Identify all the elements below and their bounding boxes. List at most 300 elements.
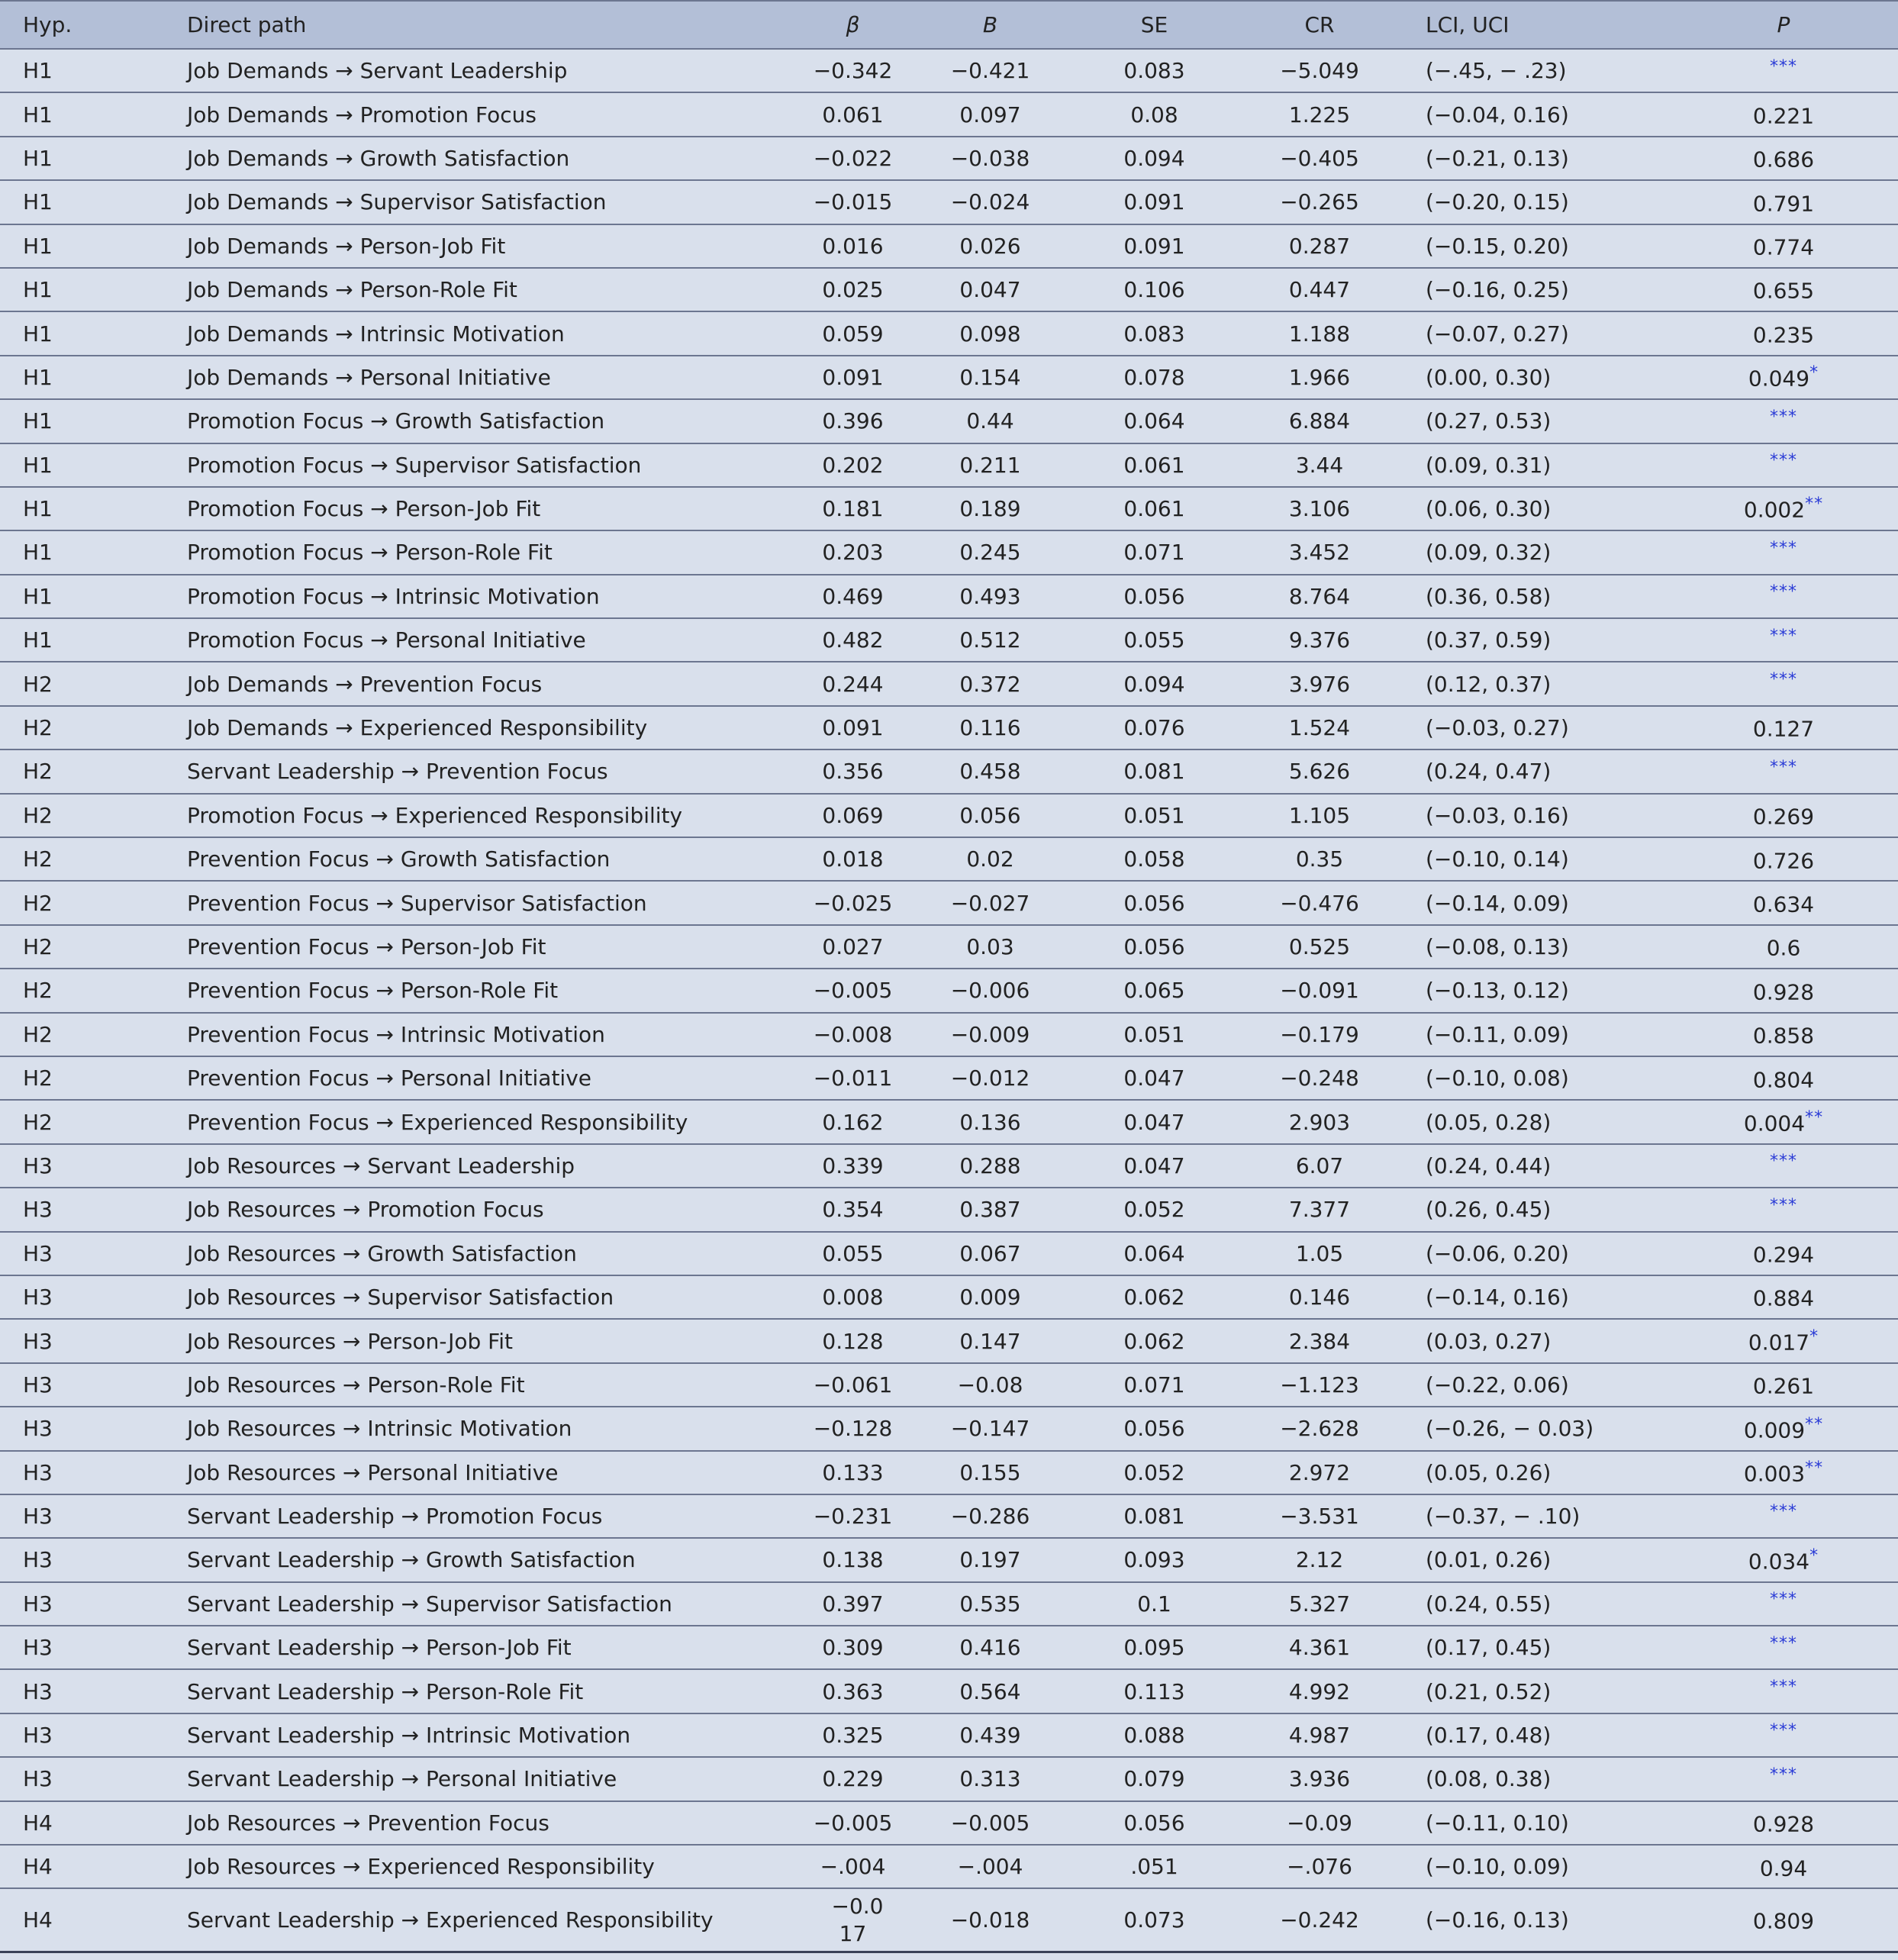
- cell-b: −0.018: [908, 1888, 1072, 1952]
- cell-beta: 0.008: [798, 1275, 908, 1319]
- cell-p: [1669, 837, 1898, 881]
- cell-cr: 2.972: [1236, 1451, 1403, 1494]
- cell-hyp: H3: [0, 1407, 164, 1450]
- cell-hyp: H3: [0, 1538, 164, 1581]
- cell-b: −0.005: [908, 1801, 1072, 1845]
- cell-b: 0.155: [908, 1451, 1072, 1494]
- cell-cr: −.076: [1236, 1845, 1403, 1888]
- cell-cr: −0.242: [1236, 1888, 1403, 1952]
- cell-se: 0.052: [1072, 1451, 1236, 1494]
- cell-beta: 0.069: [798, 794, 908, 837]
- cell-ci: (0.01, 0.26): [1403, 1538, 1669, 1581]
- cell-cr: 5.327: [1236, 1582, 1403, 1626]
- cell-b: 0.387: [908, 1188, 1072, 1231]
- cell-beta: 0.482: [798, 618, 908, 662]
- cell-b: 0.211: [908, 443, 1072, 487]
- table-row: [0, 399, 1898, 443]
- cell-path: Prevention Focus → Experienced Responsibility: [164, 1100, 798, 1143]
- cell-hyp: H1: [0, 399, 164, 443]
- cell-p: [1669, 1845, 1898, 1888]
- cell-hyp: H1: [0, 137, 164, 180]
- p-value: 0.6: [1766, 935, 1801, 961]
- cell-b: −.004: [908, 1845, 1072, 1888]
- cell-ci: (−0.03, 0.16): [1403, 794, 1669, 837]
- cell-path: Promotion Focus → Growth Satisfaction: [164, 399, 798, 443]
- cell-ci: (0.24, 0.55): [1403, 1582, 1669, 1626]
- cell-se: 0.056: [1072, 925, 1236, 969]
- cell-path: Job Resources → Personal Initiative: [164, 1451, 798, 1494]
- cell-b: 0.313: [908, 1757, 1072, 1800]
- cell-hyp: H3: [0, 1494, 164, 1538]
- cell-se: 0.056: [1072, 1407, 1236, 1450]
- cell-path: Job Resources → Person-Role Fit: [164, 1363, 798, 1407]
- cell-se: 0.071: [1072, 530, 1236, 574]
- cell-b: 0.147: [908, 1319, 1072, 1362]
- header-cr: CR: [1236, 1, 1403, 49]
- cell-cr: 6.07: [1236, 1144, 1403, 1188]
- cell-ci: (−0.11, 0.09): [1403, 1013, 1669, 1056]
- cell-b: 0.047: [908, 268, 1072, 311]
- cell-p: [1669, 1407, 1898, 1450]
- cell-p: [1669, 1188, 1898, 1231]
- cell-beta: 0.162: [798, 1100, 908, 1143]
- cell-path: Job Resources → Experienced Responsibility: [164, 1845, 798, 1888]
- cell-hyp: H1: [0, 224, 164, 268]
- header-se: SE: [1072, 1, 1236, 49]
- cell-ci: (−0.06, 0.20): [1403, 1232, 1669, 1275]
- cell-path: Prevention Focus → Growth Satisfaction: [164, 837, 798, 881]
- cell-se: 0.083: [1072, 311, 1236, 355]
- header-b: B: [908, 1, 1072, 49]
- cell-p: [1669, 92, 1898, 136]
- cell-se: 0.047: [1072, 1100, 1236, 1143]
- table-row: [0, 1100, 1898, 1143]
- cell-b: 0.02: [908, 837, 1072, 881]
- cell-se: 0.047: [1072, 1144, 1236, 1188]
- cell-path: Job Demands → Prevention Focus: [164, 662, 798, 705]
- p-value: 0.774: [1752, 234, 1815, 260]
- cell-path: Job Resources → Servant Leadership: [164, 1144, 798, 1188]
- cell-cr: 0.447: [1236, 268, 1403, 311]
- cell-hyp: H1: [0, 530, 164, 574]
- cell-hyp: H1: [0, 180, 164, 224]
- cell-cr: 0.146: [1236, 1275, 1403, 1319]
- significance-stars: ***: [1770, 1590, 1797, 1610]
- cell-p: [1669, 224, 1898, 268]
- cell-ci: (0.00, 0.30): [1403, 356, 1669, 399]
- p-value: 0.017: [1748, 1330, 1810, 1356]
- cell-cr: 4.992: [1236, 1669, 1403, 1713]
- significance-stars: ***: [1770, 407, 1797, 427]
- cell-cr: 9.376: [1236, 618, 1403, 662]
- table-row: [0, 137, 1898, 180]
- cell-path: Promotion Focus → Person-Role Fit: [164, 530, 798, 574]
- cell-p: [1669, 575, 1898, 618]
- cell-beta: 0.469: [798, 575, 908, 618]
- cell-hyp: H3: [0, 1757, 164, 1800]
- cell-se: 0.064: [1072, 399, 1236, 443]
- cell-ci: (−0.10, 0.14): [1403, 837, 1669, 881]
- p-value: 0.809: [1752, 1908, 1815, 1934]
- cell-path: Promotion Focus → Supervisor Satisfaction: [164, 443, 798, 487]
- cell-beta: −0.005: [798, 1801, 908, 1845]
- cell-b: 0.372: [908, 662, 1072, 705]
- table-row: [0, 224, 1898, 268]
- cell-p: [1669, 618, 1898, 662]
- cell-b: 0.116: [908, 706, 1072, 750]
- p-value: 0.634: [1752, 891, 1815, 917]
- p-value: 0.002: [1743, 497, 1806, 523]
- cell-beta: −0.061: [798, 1363, 908, 1407]
- cell-cr: 4.361: [1236, 1626, 1403, 1669]
- cell-hyp: H2: [0, 750, 164, 793]
- p-value: 0.804: [1752, 1066, 1815, 1092]
- cell-hyp: H2: [0, 1056, 164, 1100]
- significance-stars: ***: [1770, 1677, 1797, 1697]
- cell-ci: (0.24, 0.44): [1403, 1144, 1669, 1188]
- cell-cr: 1.188: [1236, 311, 1403, 355]
- cell-path: Promotion Focus → Experienced Responsibility: [164, 794, 798, 837]
- cell-hyp: H2: [0, 794, 164, 837]
- cell-b: −0.027: [908, 881, 1072, 924]
- cell-ci: (0.27, 0.53): [1403, 399, 1669, 443]
- significance-stars: ***: [1770, 1633, 1797, 1653]
- cell-hyp: H4: [0, 1801, 164, 1845]
- cell-beta: 0.018: [798, 837, 908, 881]
- cell-p: [1669, 1056, 1898, 1100]
- cell-p: [1669, 1144, 1898, 1188]
- cell-path: Servant Leadership → Person-Job Fit: [164, 1626, 798, 1669]
- cell-beta: −0.011: [798, 1056, 908, 1100]
- cell-p: [1669, 268, 1898, 311]
- cell-p: [1669, 1757, 1898, 1800]
- cell-hyp: H1: [0, 487, 164, 530]
- p-value: 0.726: [1752, 847, 1815, 873]
- cell-beta: 0.339: [798, 1144, 908, 1188]
- cell-beta: −0.342: [798, 49, 908, 92]
- cell-path: Job Resources → Growth Satisfaction: [164, 1232, 798, 1275]
- cell-se: 0.083: [1072, 49, 1236, 92]
- cell-hyp: H2: [0, 837, 164, 881]
- significance-stars: ***: [1770, 1765, 1797, 1784]
- cell-se: 0.091: [1072, 180, 1236, 224]
- cell-beta: 0.229: [798, 1757, 908, 1800]
- cell-p: [1669, 1363, 1898, 1407]
- cell-path: Servant Leadership → Supervisor Satisfaction: [164, 1582, 798, 1626]
- cell-path: Servant Leadership → Person-Role Fit: [164, 1669, 798, 1713]
- cell-p: [1669, 750, 1898, 793]
- cell-se: 0.051: [1072, 794, 1236, 837]
- cell-hyp: H1: [0, 92, 164, 136]
- cell-cr: 7.377: [1236, 1188, 1403, 1231]
- cell-b: 0.245: [908, 530, 1072, 574]
- table-row: [0, 1626, 1898, 1669]
- cell-cr: −3.531: [1236, 1494, 1403, 1538]
- cell-p: [1669, 662, 1898, 705]
- table-row: [0, 530, 1898, 574]
- cell-hyp: H1: [0, 356, 164, 399]
- cell-ci: (0.17, 0.45): [1403, 1626, 1669, 1669]
- p-value: 0.686: [1752, 147, 1815, 172]
- table-row: [0, 750, 1898, 793]
- cell-b: −0.147: [908, 1407, 1072, 1450]
- cell-path: Job Resources → Person-Job Fit: [164, 1319, 798, 1362]
- cell-hyp: H1: [0, 443, 164, 487]
- cell-b: 0.439: [908, 1713, 1072, 1757]
- table-row: [0, 311, 1898, 355]
- cell-beta: 0.325: [798, 1713, 908, 1757]
- cell-cr: 1.105: [1236, 794, 1403, 837]
- cell-p: [1669, 881, 1898, 924]
- p-value: 0.928: [1752, 1811, 1815, 1837]
- cell-ci: (0.24, 0.47): [1403, 750, 1669, 793]
- header-beta: β: [798, 1, 908, 49]
- p-value: 0.261: [1752, 1373, 1815, 1399]
- cell-cr: 3.976: [1236, 662, 1403, 705]
- significance-stars: ***: [1770, 1502, 1797, 1522]
- p-value: 0.049: [1748, 366, 1810, 392]
- cell-b: −0.006: [908, 969, 1072, 1012]
- cell-cr: −0.265: [1236, 180, 1403, 224]
- beta-wrapped-value: −0.0 17: [831, 1893, 884, 1946]
- cell-beta: [798, 1888, 908, 1952]
- cell-beta: 0.202: [798, 443, 908, 487]
- cell-p: [1669, 49, 1898, 92]
- cell-p: [1669, 1538, 1898, 1581]
- cell-ci: (−0.07, 0.27): [1403, 311, 1669, 355]
- cell-ci: (0.05, 0.28): [1403, 1100, 1669, 1143]
- table-row: [0, 180, 1898, 224]
- cell-hyp: H2: [0, 881, 164, 924]
- cell-se: 0.081: [1072, 1494, 1236, 1538]
- p-value: 0.884: [1752, 1285, 1815, 1311]
- table-row: [0, 969, 1898, 1012]
- cell-b: 0.493: [908, 575, 1072, 618]
- cell-p: [1669, 1582, 1898, 1626]
- cell-hyp: H3: [0, 1582, 164, 1626]
- table-row: [0, 92, 1898, 136]
- cell-beta: −0.005: [798, 969, 908, 1012]
- cell-path: Job Demands → Supervisor Satisfaction: [164, 180, 798, 224]
- p-value: 0.269: [1752, 804, 1815, 830]
- cell-b: 0.03: [908, 925, 1072, 969]
- cell-hyp: H2: [0, 662, 164, 705]
- cell-hyp: H3: [0, 1626, 164, 1669]
- cell-ci: (0.08, 0.38): [1403, 1757, 1669, 1800]
- cell-cr: −1.123: [1236, 1363, 1403, 1407]
- p-value: 0.791: [1752, 191, 1815, 217]
- p-value: 0.003: [1743, 1461, 1806, 1487]
- cell-ci: (−0.08, 0.13): [1403, 925, 1669, 969]
- cell-ci: (−0.16, 0.25): [1403, 268, 1669, 311]
- cell-b: 0.009: [908, 1275, 1072, 1319]
- cell-p: [1669, 530, 1898, 574]
- cell-hyp: H3: [0, 1319, 164, 1362]
- cell-b: −0.08: [908, 1363, 1072, 1407]
- significance-stars: ***: [1770, 1195, 1797, 1215]
- cell-se: 0.106: [1072, 268, 1236, 311]
- cell-hyp: H3: [0, 1232, 164, 1275]
- cell-cr: −0.179: [1236, 1013, 1403, 1056]
- cell-ci: (−0.10, 0.09): [1403, 1845, 1669, 1888]
- cell-ci: (−0.22, 0.06): [1403, 1363, 1669, 1407]
- cell-b: −0.012: [908, 1056, 1072, 1100]
- table-row: [0, 1494, 1898, 1538]
- cell-cr: 0.525: [1236, 925, 1403, 969]
- cell-path: Servant Leadership → Prevention Focus: [164, 750, 798, 793]
- cell-b: 0.197: [908, 1538, 1072, 1581]
- cell-p: [1669, 1275, 1898, 1319]
- header-ci: LCI, UCI: [1403, 1, 1669, 49]
- cell-ci: (0.03, 0.27): [1403, 1319, 1669, 1362]
- cell-hyp: H3: [0, 1451, 164, 1494]
- cell-se: 0.08: [1072, 92, 1236, 136]
- cell-hyp: H3: [0, 1144, 164, 1188]
- cell-cr: 6.884: [1236, 399, 1403, 443]
- cell-ci: (−0.04, 0.16): [1403, 92, 1669, 136]
- cell-path: Job Resources → Intrinsic Motivation: [164, 1407, 798, 1450]
- cell-b: 0.067: [908, 1232, 1072, 1275]
- cell-cr: 2.903: [1236, 1100, 1403, 1143]
- significance-stars: ***: [1770, 582, 1797, 602]
- table-row: [0, 837, 1898, 881]
- cell-cr: 2.12: [1236, 1538, 1403, 1581]
- p-value: 0.034: [1748, 1549, 1810, 1575]
- cell-hyp: H3: [0, 1275, 164, 1319]
- cell-cr: −0.476: [1236, 881, 1403, 924]
- cell-path: Promotion Focus → Personal Initiative: [164, 618, 798, 662]
- cell-b: 0.098: [908, 311, 1072, 355]
- cell-se: 0.094: [1072, 137, 1236, 180]
- cell-se: 0.073: [1072, 1888, 1236, 1952]
- table-row: [0, 575, 1898, 618]
- table-row: [0, 1713, 1898, 1757]
- table-body: [0, 49, 1898, 1952]
- cell-cr: −2.628: [1236, 1407, 1403, 1450]
- cell-se: 0.052: [1072, 1188, 1236, 1231]
- cell-b: 0.056: [908, 794, 1072, 837]
- cell-b: −0.286: [908, 1494, 1072, 1538]
- cell-p: [1669, 137, 1898, 180]
- cell-se: 0.071: [1072, 1363, 1236, 1407]
- cell-path: Servant Leadership → Personal Initiative: [164, 1757, 798, 1800]
- cell-se: 0.055: [1072, 618, 1236, 662]
- header-path: Direct path: [164, 1, 798, 49]
- cell-beta: 0.091: [798, 706, 908, 750]
- cell-b: −0.038: [908, 137, 1072, 180]
- cell-cr: 3.452: [1236, 530, 1403, 574]
- table-row: [0, 487, 1898, 530]
- cell-path: Job Demands → Person-Role Fit: [164, 268, 798, 311]
- cell-path: Job Demands → Intrinsic Motivation: [164, 311, 798, 355]
- cell-se: 0.061: [1072, 443, 1236, 487]
- cell-hyp: H3: [0, 1713, 164, 1757]
- significance-stars: ***: [1770, 670, 1797, 689]
- cell-p: [1669, 1451, 1898, 1494]
- cell-se: 0.064: [1072, 1232, 1236, 1275]
- cell-se: 0.093: [1072, 1538, 1236, 1581]
- significance-stars: ***: [1770, 626, 1797, 646]
- cell-b: −0.421: [908, 49, 1072, 92]
- cell-beta: 0.091: [798, 356, 908, 399]
- cell-p: [1669, 311, 1898, 355]
- cell-ci: (−0.16, 0.13): [1403, 1888, 1669, 1952]
- cell-ci: (−0.10, 0.08): [1403, 1056, 1669, 1100]
- cell-path: Job Demands → Promotion Focus: [164, 92, 798, 136]
- significance-stars: *: [1809, 1327, 1819, 1346]
- cell-b: 0.288: [908, 1144, 1072, 1188]
- cell-p: [1669, 1888, 1898, 1952]
- cell-ci: (−0.15, 0.20): [1403, 224, 1669, 268]
- table-row: [0, 662, 1898, 705]
- table-row: [0, 1451, 1898, 1494]
- cell-beta: 0.059: [798, 311, 908, 355]
- cell-p: [1669, 1100, 1898, 1143]
- cell-ci: (0.21, 0.52): [1403, 1669, 1669, 1713]
- cell-se: 0.061: [1072, 487, 1236, 530]
- cell-se: 0.079: [1072, 1757, 1236, 1800]
- cell-beta: 0.354: [798, 1188, 908, 1231]
- cell-beta: −0.008: [798, 1013, 908, 1056]
- cell-cr: 1.524: [1236, 706, 1403, 750]
- cell-beta: 0.203: [798, 530, 908, 574]
- table-row: [0, 1757, 1898, 1800]
- cell-beta: 0.133: [798, 1451, 908, 1494]
- cell-se: 0.056: [1072, 1801, 1236, 1845]
- cell-ci: (0.09, 0.32): [1403, 530, 1669, 574]
- cell-se: 0.058: [1072, 837, 1236, 881]
- cell-beta: 0.128: [798, 1319, 908, 1362]
- cell-hyp: H2: [0, 706, 164, 750]
- header-p: P: [1669, 1, 1898, 49]
- significance-stars: ***: [1770, 56, 1797, 76]
- cell-ci: (0.37, 0.59): [1403, 618, 1669, 662]
- cell-beta: 0.181: [798, 487, 908, 530]
- table-row: [0, 1056, 1898, 1100]
- cell-cr: 4.987: [1236, 1713, 1403, 1757]
- cell-b: 0.189: [908, 487, 1072, 530]
- cell-se: 0.1: [1072, 1582, 1236, 1626]
- cell-hyp: H3: [0, 1188, 164, 1231]
- table-row: [0, 1801, 1898, 1845]
- cell-path: Prevention Focus → Person-Role Fit: [164, 969, 798, 1012]
- cell-ci: (−0.14, 0.09): [1403, 881, 1669, 924]
- cell-beta: 0.025: [798, 268, 908, 311]
- cell-path: Promotion Focus → Intrinsic Motivation: [164, 575, 798, 618]
- cell-cr: −0.091: [1236, 969, 1403, 1012]
- cell-se: 0.062: [1072, 1319, 1236, 1362]
- cell-path: Servant Leadership → Intrinsic Motivation: [164, 1713, 798, 1757]
- cell-p: [1669, 1494, 1898, 1538]
- significance-stars: ***: [1770, 1152, 1797, 1172]
- table-row: [0, 925, 1898, 969]
- cell-cr: −0.09: [1236, 1801, 1403, 1845]
- cell-path: Prevention Focus → Supervisor Satisfaction: [164, 881, 798, 924]
- cell-cr: 0.35: [1236, 837, 1403, 881]
- cell-p: [1669, 399, 1898, 443]
- cell-p: [1669, 794, 1898, 837]
- cell-se: 0.062: [1072, 1275, 1236, 1319]
- cell-cr: 2.384: [1236, 1319, 1403, 1362]
- cell-b: 0.154: [908, 356, 1072, 399]
- cell-p: [1669, 1669, 1898, 1713]
- table-row: [0, 1888, 1898, 1952]
- cell-cr: −5.049: [1236, 49, 1403, 92]
- cell-path: Job Resources → Supervisor Satisfaction: [164, 1275, 798, 1319]
- cell-se: 0.113: [1072, 1669, 1236, 1713]
- cell-beta: 0.061: [798, 92, 908, 136]
- table-row: [0, 49, 1898, 92]
